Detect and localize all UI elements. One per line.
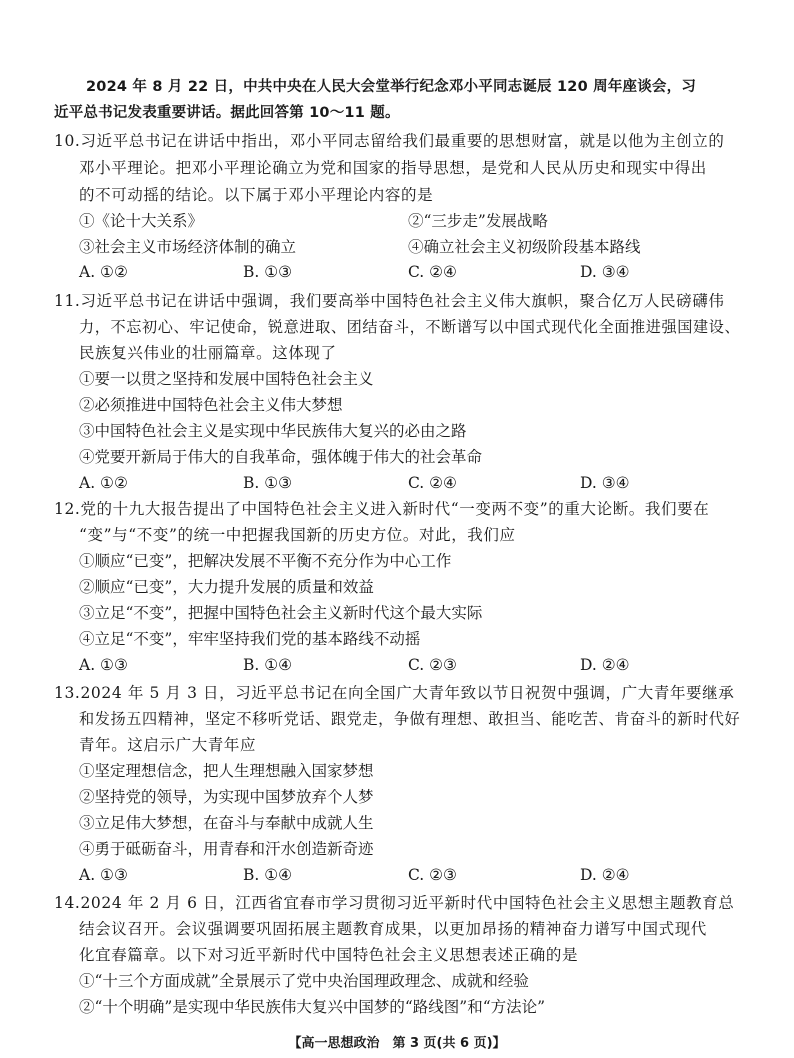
q12-stem-line-1: 12.党的十九大报告提出了中国特色社会主义进入新时代“一变两不变”的重大论断。我们要在 [54,500,710,518]
q11-stem-line-3: 民族复兴伟业的壮丽篇章。这体现了 [79,344,337,362]
q11-item-4: ④党要开新局于伟大的自我革命，强体魄于伟大的社会革命 [79,448,483,466]
q14-item-2: ②“十个明确”是实现中华民族伟大复兴中国梦的“路线图”和“方法论” [79,998,546,1016]
q10-choice-a: A. ①② [79,263,128,281]
q14-stem-line-3: 化宜春篇章。以下对习近平新时代中国特色社会主义思想表述正确的是 [79,946,579,964]
q11-stem-line-2: 力，不忘初心、牢记使命，锐意进取、团结奋斗，不断谱写以中国式现代化全面推进强国建设、 [79,318,741,336]
q10-stem-line-2: 邓小平理论。把邓小平理论确立为党和国家的指导思想，是党和人民从历史和现实中得出 [79,159,707,177]
q10-choice-c: C. ②④ [408,263,457,281]
q13-item-2: ②坚持党的领导，为实现中国梦放弃个人梦 [79,788,374,806]
q12-choice-b: B. ①④ [243,656,293,674]
q12-item-4: ④立足“不变”，牢牢坚持我们党的基本路线不动摇 [79,630,421,648]
q11-item-2: ②必须推进中国特色社会主义伟大梦想 [79,396,343,414]
q14-stem-line-2: 结会议召开。会议强调要巩固拓展主题教育成果，以更加昂扬的精神奋力谱写中国式现代 [79,920,707,938]
q12-choice-d: D. ②④ [580,656,630,674]
q11-choice-d: D. ③④ [580,474,630,492]
intro-line-1: 2024 年 8 月 22 日，中共中央在人民大会堂举行纪念邓小平同志诞辰 120 周年座谈会，习 [86,79,697,95]
q13-stem-line-2: 和发扬五四精神，坚定不移听党话、跟党走，争做有理想、敢担当、能吃苦、肯奋斗的新时代好 [79,710,741,728]
q14-stem-line-1: 14.2024 年 2 月 6 日，江西省宜春市学习贯彻习近平新时代中国特色社会主义思想主题教育总 [54,894,735,912]
q11-item-1: ①要一以贯之坚持和发展中国特色社会主义 [79,370,374,388]
q13-item-1: ①坚定理想信念，把人生理想融入国家梦想 [79,762,374,780]
q12-choice-c: C. ②③ [408,656,457,674]
q11-stem-line-1: 11.习近平总书记在讲话中强调，我们要高举中国特色社会主义伟大旗帜，聚合亿万人民磅礴伟 [54,292,725,310]
q13-choice-a: A. ①③ [79,866,128,884]
q14-item-1: ①“十三个方面成就”全景展示了党中央治国理政理念、成就和经验 [79,972,529,990]
q10-choice-b: B. ①③ [243,263,293,281]
q10-item-4: ④确立社会主义初级阶段基本路线 [408,238,641,256]
q13-stem-line-3: 青年。这启示广大青年应 [79,736,257,754]
q10-item-3: ③社会主义市场经济体制的确立 [79,238,297,256]
q13-stem-line-1: 13.2024 年 5 月 3 日，习近平总书记在向全国广大青年致以节日祝贺中强调，广大青年要继承 [54,684,735,702]
q13-choice-b: B. ①④ [243,866,293,884]
q10-item-2: ②“三步走”发展战略 [408,212,548,230]
q11-choice-b: B. ①③ [243,474,293,492]
q10-item-1: ①《论十大关系》 [79,212,204,230]
q13-choice-c: C. ②③ [408,866,457,884]
q12-choice-a: A. ①③ [79,656,128,674]
q10-choice-d: D. ③④ [580,263,630,281]
q10-stem-line-1: 10.习近平总书记在讲话中指出，邓小平同志留给我们最重要的思想财富，就是以他为主创立的 [54,132,725,150]
q13-item-3: ③立足伟大梦想，在奋斗与奉献中成就人生 [79,814,374,832]
q12-stem-line-2: “变”与“不变”的统一中把握我国新的历史方位。对此，我们应 [79,526,516,544]
q12-item-1: ①顺应“已变”，把解决发展不平衡不充分作为中心工作 [79,552,452,570]
q12-item-2: ②顺应“已变”，大力提升发展的质量和效益 [79,578,374,596]
page-footer: 【高一思想政治 第 3 页(共 6 页)】 [288,1036,506,1051]
q11-item-3: ③中国特色社会主义是实现中华民族伟大复兴的必由之路 [79,422,467,440]
q11-choice-c: C. ②④ [408,474,457,492]
intro-line-2: 近平总书记发表重要讲话。据此回答第 10～11 题。 [54,105,400,121]
q10-stem-line-3: 的不可动摇的结论。以下属于邓小平理论内容的是 [79,186,434,204]
q12-item-3: ③立足“不变”，把握中国特色社会主义新时代这个最大实际 [79,604,483,622]
q13-item-4: ④勇于砥砺奋斗，用青春和汗水创造新奇迹 [79,840,374,858]
q11-choice-a: A. ①② [79,474,128,492]
q13-choice-d: D. ②④ [580,866,630,884]
